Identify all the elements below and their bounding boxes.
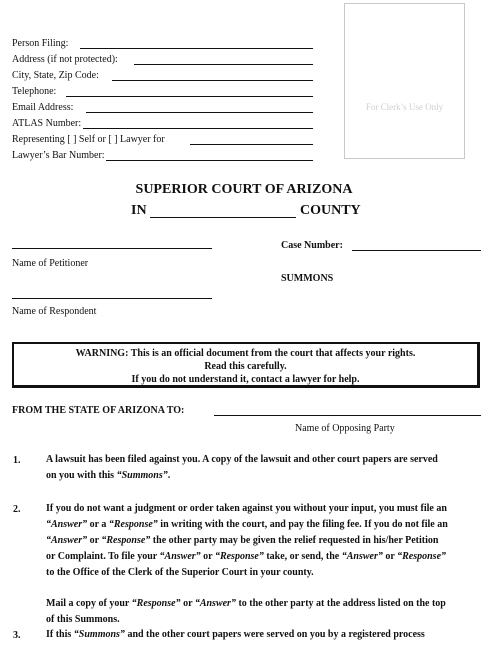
representing-label: Representing [ ] Self or [ ] Lawyer for xyxy=(12,134,165,145)
p3-line-1b: and the other court papers were served on you by a registered process xyxy=(124,629,425,640)
p3-summons-em: “Summons” xyxy=(73,629,125,640)
case-number-label: Case Number: xyxy=(281,240,343,251)
mail-line-2: of this Summons. xyxy=(46,614,120,625)
paragraph-2-number: 2. xyxy=(13,504,21,515)
case-number-field[interactable] xyxy=(352,250,481,251)
email-label: Email Address: xyxy=(12,102,74,113)
telephone-label: Telephone: xyxy=(12,86,57,97)
paragraph-3-number: 3. xyxy=(13,630,21,641)
mail-line-1a: Mail a copy of your xyxy=(46,598,132,609)
address-field[interactable] xyxy=(134,64,313,65)
p1-summons-em: “Summons” xyxy=(116,470,168,481)
p2-response-em-2: “Response” xyxy=(101,535,151,546)
county-suffix: COUNTY xyxy=(300,203,361,218)
paragraph-1-number: 1. xyxy=(13,455,21,466)
p2-line-2b: in writing with the court, and pay the filing fee. If you do not file an xyxy=(157,519,448,530)
p1-line-1: A lawsuit has been filed against you. A copy of the lawsuit and other court papers are served xyxy=(46,454,438,465)
p2-line-1: If you do not want a judgment or order taken against you without your input, you must file an xyxy=(46,503,447,514)
petitioner-label: Name of Petitioner xyxy=(12,258,89,269)
warning-box xyxy=(12,342,480,388)
city-state-zip-label: City, State, Zip Code: xyxy=(12,70,99,81)
p2-answer-em-4: “Answer” xyxy=(341,551,383,562)
warning-line-1: WARNING: This is an official document from the court that affects your rights. xyxy=(75,348,416,359)
respondent-field[interactable] xyxy=(12,298,212,299)
paragraph-2 xyxy=(46,501,482,581)
paragraph-1 xyxy=(46,452,482,484)
mail-line-1c: to the other party at the address listed on the top xyxy=(235,598,446,609)
mail-response-em: “Response” xyxy=(131,598,181,609)
atlas-number-field[interactable] xyxy=(83,128,313,129)
p2-response-em-3: “Response” xyxy=(214,551,264,562)
telephone-field[interactable] xyxy=(66,96,313,97)
p1-line-2a: on you with this xyxy=(46,470,117,481)
p2-line-4a: or Complaint. To file your xyxy=(46,551,160,562)
p2-line-4b: or xyxy=(200,551,215,562)
p2-line-3b: the other party may be given the relief requested in his/her Petition xyxy=(150,535,439,546)
bar-number-field[interactable] xyxy=(106,160,313,161)
atlas-number-label: ATLAS Number: xyxy=(12,118,82,129)
opposing-party-label: Name of Opposing Party xyxy=(295,423,395,434)
city-state-zip-field[interactable] xyxy=(112,80,313,81)
p2-line-4d: or xyxy=(382,551,398,562)
bar-number-label: Lawyer’s Bar Number: xyxy=(12,150,105,161)
county-line xyxy=(0,203,488,221)
p2-line-2a: or a xyxy=(87,519,109,530)
clerk-use-box xyxy=(344,3,465,159)
from-state-label: FROM THE STATE OF ARIZONA TO: xyxy=(12,405,185,416)
mail-line-1b: or xyxy=(180,598,195,609)
petitioner-field[interactable] xyxy=(12,248,212,249)
person-filing-field[interactable] xyxy=(80,48,313,49)
paragraph-3 xyxy=(46,627,482,643)
clerk-use-text: For Clerk’s Use Only xyxy=(365,102,444,112)
warning-line-3: If you do not understand it, contact a lawyer for help. xyxy=(131,374,360,385)
court-title: SUPERIOR COURT OF ARIZONA xyxy=(135,182,353,197)
p2-answer-em-2: “Answer” xyxy=(46,535,88,546)
county-prefix: IN xyxy=(131,203,147,218)
email-field[interactable] xyxy=(86,112,313,113)
person-filing-label: Person Filing: xyxy=(12,38,69,49)
opposing-party-field[interactable] xyxy=(214,415,481,416)
p2-answer-em-3: “Answer” xyxy=(159,551,201,562)
p2-line-3a: or xyxy=(87,535,102,546)
p1-line-2b: . xyxy=(167,470,171,481)
summons-label: SUMMONS xyxy=(281,273,334,284)
p2-line-4c: take, or send, the xyxy=(263,551,342,562)
address-label: Address (if not protected): xyxy=(12,54,118,65)
warning-line-2: Read this carefully. xyxy=(204,361,287,372)
county-field[interactable] xyxy=(150,217,296,218)
respondent-label: Name of Respondent xyxy=(12,306,97,317)
mail-paragraph xyxy=(46,596,482,628)
mail-answer-em: “Answer” xyxy=(194,598,236,609)
p2-response-em: “Response” xyxy=(108,519,158,530)
p2-response-em-4: “Response” xyxy=(397,551,447,562)
p2-answer-em: “Answer” xyxy=(46,519,88,530)
p2-line-5: to the Office of the Clerk of the Superior Court in your county. xyxy=(46,567,314,578)
p3-line-1a: If this xyxy=(46,629,74,640)
lawyer-for-field[interactable] xyxy=(190,144,313,145)
